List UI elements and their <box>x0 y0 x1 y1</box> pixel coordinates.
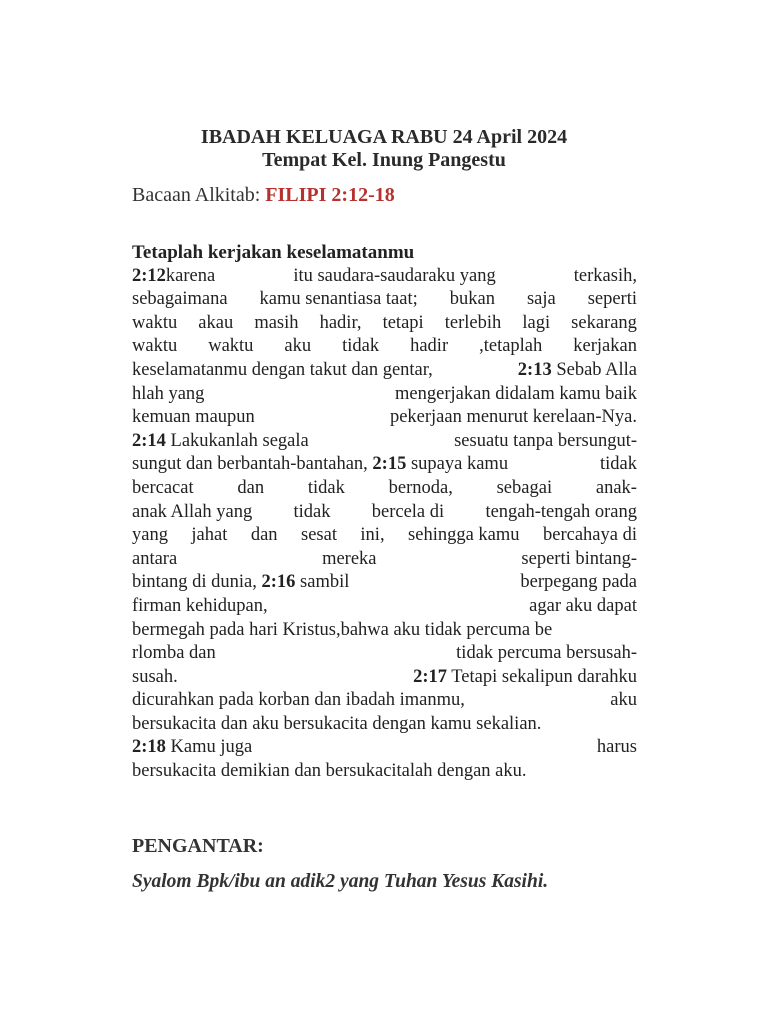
scripture-text: pekerjaan menurut kerelaan-Nya. <box>389 407 637 428</box>
scripture-segment <box>254 312 298 336</box>
scripture-text: sesuatu tanpa bersungut- <box>454 430 637 451</box>
scripture-segment <box>251 524 278 548</box>
scripture-segment <box>342 335 379 359</box>
scripture-text: bercacat <box>132 477 194 498</box>
scripture-text: susah. <box>132 666 178 687</box>
pengantar-heading: PENGANTAR: <box>132 835 264 857</box>
section-heading: Tetaplah kerjakan keselamatanmu <box>132 242 415 263</box>
scripture-line <box>132 312 637 336</box>
scripture-text: tengah-tengah orang <box>485 501 637 522</box>
scripture-text: kerjakan <box>573 336 637 357</box>
scripture-segment <box>390 406 637 430</box>
scripture-text: seperti <box>587 289 637 310</box>
scripture-text: masih <box>254 312 299 333</box>
scripture-segment <box>132 666 178 690</box>
scripture-segment <box>383 312 424 336</box>
scripture-text: Sebab Alla <box>551 359 637 380</box>
scripture-segment <box>132 548 177 572</box>
scripture-text: itu saudara-saudaraku yang <box>293 265 496 286</box>
scripture-text: seperti bintang- <box>521 548 637 569</box>
scripture-segment <box>596 477 637 501</box>
scripture-segment <box>573 335 637 359</box>
verse-number: 2:16 <box>261 572 296 593</box>
scripture-line <box>132 689 637 713</box>
verse-number: 2:18 <box>132 737 166 758</box>
scripture-line <box>132 288 637 312</box>
scripture-segment <box>293 501 330 525</box>
scripture-segment <box>410 335 448 359</box>
scripture-segment <box>445 312 502 336</box>
scripture-text: ini, <box>360 525 385 546</box>
scripture-line <box>132 501 637 525</box>
scripture-text: tidak percuma bersusah- <box>456 643 637 664</box>
bible-reading-ref: FILIPI 2:12-18 <box>265 184 395 206</box>
scripture-text: Tetapi sekalipun darahku <box>447 666 637 687</box>
scripture-line <box>132 406 637 430</box>
scripture-segment <box>132 453 508 477</box>
scripture-line <box>132 453 637 477</box>
scripture-line <box>132 430 637 454</box>
scripture-segment <box>284 335 311 359</box>
scripture-text: agar aku dapat <box>529 595 637 616</box>
scripture-text: sambil <box>295 572 350 593</box>
scripture-text: ,tetaplah <box>479 336 543 357</box>
scripture-text: waktu <box>132 312 178 333</box>
document-place: Tempat Kel. Inung Pangestu <box>262 149 506 171</box>
scripture-text: karena <box>165 265 216 286</box>
scripture-segment <box>132 335 177 359</box>
scripture-text: terlebih <box>444 312 502 333</box>
scripture-text: Kamu juga <box>165 737 253 758</box>
scripture-line <box>132 265 637 289</box>
scripture-line <box>132 713 637 737</box>
scripture-segment <box>132 736 252 760</box>
scripture-text: hadir <box>410 336 449 357</box>
scripture-segment <box>191 524 227 548</box>
scripture-line <box>132 642 637 666</box>
scripture-segment <box>454 430 637 454</box>
scripture-segment <box>301 524 337 548</box>
scripture-segment <box>389 477 453 501</box>
scripture-segment <box>208 335 253 359</box>
scripture-segment <box>132 359 433 383</box>
bible-reading <box>132 183 395 207</box>
scripture-text: bercela di <box>371 501 445 522</box>
scripture-segment <box>322 548 376 572</box>
scripture-text: sungut dan berbantah-bantahan, <box>132 454 373 475</box>
scripture-text: sebagaimana <box>132 289 228 310</box>
scripture-line <box>132 383 637 407</box>
scripture-segment <box>522 312 550 336</box>
verse-number: 2:14 <box>132 430 166 451</box>
scripture-line <box>132 548 637 572</box>
verse-number: 2:13 <box>517 359 552 380</box>
scripture-text: bernoda, <box>388 477 453 498</box>
scripture-text: bersukacita demikian dan bersukacitalah dengan aku. <box>132 761 527 782</box>
verse-number: 2:12 <box>132 265 166 286</box>
scripture-segment <box>132 642 216 666</box>
scripture-segment <box>132 430 309 454</box>
scripture-body <box>132 241 637 784</box>
scripture-line <box>132 595 637 619</box>
scripture-segment <box>543 524 637 548</box>
scripture-segment <box>529 595 637 619</box>
document-title: IBADAH KELUAGA RABU 24 April 2024 <box>200 126 568 148</box>
scripture-segment <box>521 548 637 572</box>
scripture-text: firman kehidupan, <box>132 595 268 616</box>
scripture-text: aku <box>610 690 637 711</box>
scripture-text: kemuan maupun <box>132 407 255 428</box>
scripture-segment <box>574 265 637 289</box>
scripture-text: mereka <box>322 548 377 569</box>
scripture-segment <box>132 406 255 430</box>
scripture-text: anak Allah yang <box>132 501 253 522</box>
scripture-segment <box>518 359 637 383</box>
scripture-text: sebagai <box>496 477 553 498</box>
scripture-segment <box>571 312 637 336</box>
scripture-segment <box>320 312 362 336</box>
scripture-line <box>132 524 637 548</box>
scripture-segment <box>588 288 637 312</box>
scripture-text: dan <box>237 477 265 498</box>
scripture-text: tidak <box>307 477 345 498</box>
scripture-segment <box>413 666 637 690</box>
scripture-text: lagi <box>522 312 551 333</box>
scripture-text: berpegang pada <box>520 572 637 593</box>
verse-number: 2:17 <box>413 666 447 687</box>
scripture-segment <box>132 689 465 713</box>
scripture-line <box>132 760 637 784</box>
scripture-segment <box>260 288 418 312</box>
scripture-line <box>132 736 637 760</box>
scripture-segment <box>132 265 215 289</box>
scripture-segment <box>456 642 637 666</box>
scripture-text: waktu <box>132 336 178 357</box>
scripture-segment <box>293 265 495 289</box>
scripture-segment <box>132 760 527 784</box>
scripture-line <box>132 666 637 690</box>
scripture-text: bercahaya di <box>542 525 637 546</box>
scripture-line <box>132 335 637 359</box>
scripture-text: saja <box>526 289 556 310</box>
scripture-segment <box>132 619 552 643</box>
scripture-segment <box>237 477 264 501</box>
scripture-text: tidak <box>600 454 637 475</box>
scripture-text: jahat <box>191 525 228 546</box>
scripture-line <box>132 619 637 643</box>
scripture-text: aku <box>284 336 312 357</box>
scripture-text: bersukacita dan aku bersukacita dengan kamu sekalian. <box>132 713 542 734</box>
scripture-lines <box>132 265 637 784</box>
scripture-text: terkasih, <box>573 265 637 286</box>
scripture-segment <box>485 501 637 525</box>
scripture-text: harus <box>596 737 637 758</box>
scripture-segment <box>132 477 194 501</box>
scripture-text: sekarang <box>571 312 637 333</box>
scripture-text: kamu senantiasa taat; <box>259 289 418 310</box>
scripture-text: bukan <box>449 289 495 310</box>
scripture-line <box>132 477 637 501</box>
scripture-segment <box>597 736 637 760</box>
scripture-text: hadir, <box>319 312 362 333</box>
scripture-text: bermegah pada hari Kristus,bahwa aku tidak percuma be <box>132 619 553 640</box>
scripture-segment <box>132 595 268 619</box>
scripture-segment <box>395 383 637 407</box>
scripture-segment <box>308 477 345 501</box>
pengantar-greeting: Syalom Bpk/ibu an adik2 yang Tuhan Yesus Kasihi. <box>132 871 549 892</box>
scripture-segment <box>360 524 384 548</box>
scripture-text: akau <box>198 312 234 333</box>
scripture-segment <box>132 383 204 407</box>
scripture-segment <box>527 288 556 312</box>
scripture-text: hlah yang <box>132 383 205 404</box>
scripture-segment <box>132 524 168 548</box>
scripture-text: rlomba dan <box>132 643 216 664</box>
scripture-segment <box>198 312 233 336</box>
scripture-segment <box>450 288 495 312</box>
scripture-text: dicurahkan pada korban dan ibadah imanmu, <box>132 690 465 711</box>
scripture-text: anak- <box>595 477 637 498</box>
scripture-line <box>132 571 637 595</box>
scripture-text: bintang di dunia, <box>132 572 262 593</box>
scripture-segment <box>132 713 541 737</box>
scripture-segment <box>132 312 177 336</box>
scripture-text: tidak <box>342 336 380 357</box>
verse-number: 2:15 <box>372 454 407 475</box>
scripture-text: sesat <box>301 525 337 546</box>
scripture-segment <box>132 501 252 525</box>
scripture-segment <box>520 571 637 595</box>
scripture-text: yang <box>132 525 168 546</box>
scripture-text: tidak <box>293 501 331 522</box>
scripture-text: mengerjakan didalam kamu baik <box>395 383 637 404</box>
scripture-segment <box>479 335 542 359</box>
scripture-text: antara <box>132 548 178 569</box>
scripture-segment <box>132 571 349 595</box>
bible-reading-label: Bacaan Alkitab: <box>132 184 266 206</box>
scripture-text: supaya kamu <box>406 454 509 475</box>
scripture-segment <box>497 477 552 501</box>
scripture-line <box>132 359 637 383</box>
scripture-text: sehingga kamu <box>408 525 520 546</box>
scripture-text: keselamatanmu dengan takut dan gentar, <box>132 359 433 380</box>
scripture-text: Lakukanlah segala <box>165 430 309 451</box>
scripture-segment <box>610 689 637 713</box>
scripture-segment <box>600 453 637 477</box>
scripture-segment <box>132 288 228 312</box>
scripture-text: tetapi <box>382 312 424 333</box>
scripture-segment <box>372 501 444 525</box>
scripture-text: waktu <box>208 336 254 357</box>
scripture-text: dan <box>250 525 278 546</box>
scripture-segment <box>408 524 520 548</box>
